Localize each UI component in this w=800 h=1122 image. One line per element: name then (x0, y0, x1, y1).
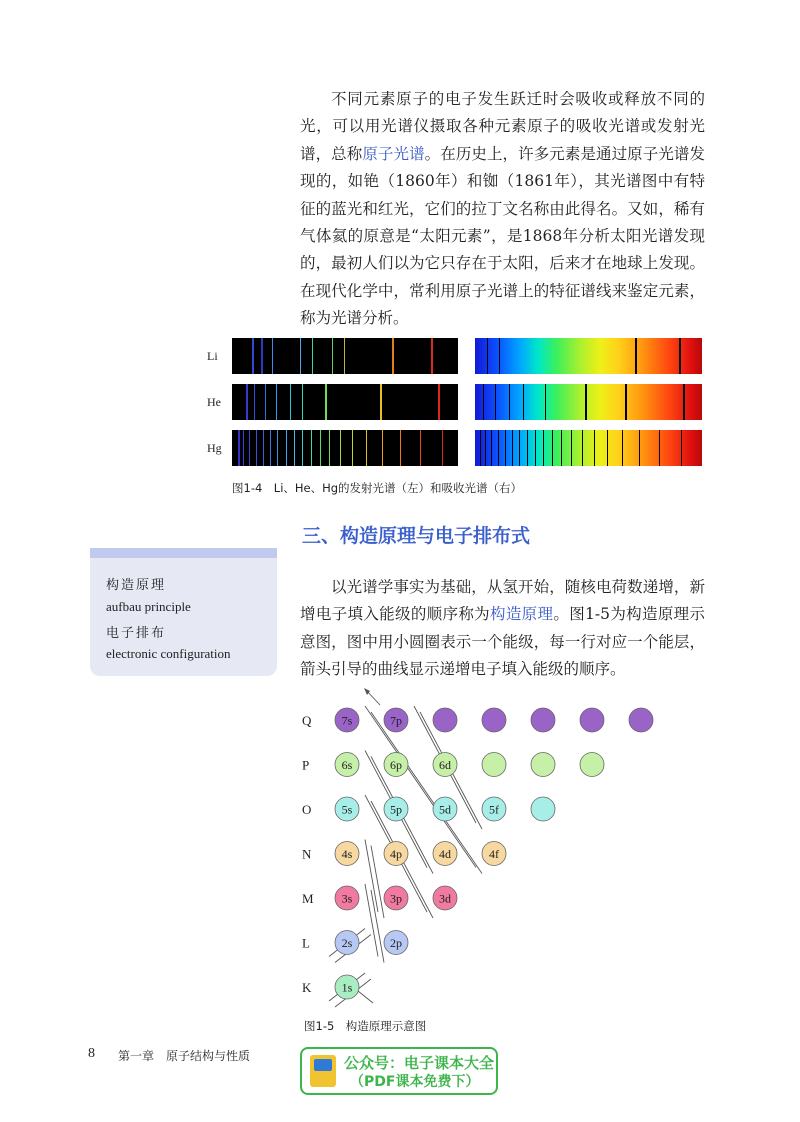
sublevel-label-4p: 4p (390, 847, 402, 861)
section-title: 三、构造原理与电子排布式 (302, 525, 531, 547)
spectra-caption: 图1-4 Li、He、Hg的发射光谱（左）和吸收光谱（右） (232, 481, 523, 495)
sublevel-label-4d: 4d (439, 847, 451, 861)
sublevel-label-7s: 7s (341, 713, 353, 728)
energy-level-circle (531, 753, 555, 777)
glossary-term-zh-1: 构造原理 (106, 578, 167, 593)
sublevel-label-5p: 5p (390, 802, 402, 817)
sublevel-label-2s: 2s (341, 936, 353, 950)
energy-level-circle (482, 753, 506, 777)
shell-label-o: O (302, 802, 312, 817)
sidebar-top-bar (90, 548, 277, 558)
energy-level-circle (531, 708, 555, 732)
spectrum-label-hg: Hg (207, 441, 222, 455)
sublevel-label-7p: 7p (390, 713, 402, 728)
spectrum-label-he: He (207, 395, 221, 409)
chapter-title: 第一章 原子结构与性质 (118, 1049, 251, 1063)
sublevel-label-1s: 1s (341, 980, 353, 995)
watermark-line-2: （PDF课本免费下） (350, 1074, 480, 1090)
shell-label-k: K (302, 980, 312, 995)
aufbau-text-1: 以光谱学事实为基础，从氢开始，随核电荷数递增，新增电子填入能级的顺序称为 (300, 578, 705, 624)
aufbau-caption: 图1-5 构造原理示意图 (304, 1019, 427, 1033)
absorption-spectrum-he (475, 384, 702, 420)
energy-level-circle (629, 708, 653, 732)
sublevel-label-4s: 4s (341, 847, 353, 861)
energy-level-circle (580, 753, 604, 777)
spectrum-label-li: Li (207, 349, 218, 363)
watermark-line-1: 公众号：电子课本大全 (344, 1054, 495, 1072)
glossary-term-en-1: aufbau principle (106, 599, 191, 614)
energy-level-circle (580, 708, 604, 732)
intro-paragraph (300, 86, 705, 333)
shell-label-l: L (302, 935, 310, 951)
glossary-sidebar (90, 548, 277, 676)
sublevel-label-3d: 3d (439, 891, 451, 906)
aufbau-paragraph (300, 574, 705, 684)
intro-text-2: 。在历史上，许多元素是通过原子光谱发现的，如铯（1860年）和铷（1861年），其光谱图中有特征的蓝光和红光，它们的拉丁文名称由此得名。又如，稀有气体氦的原意是“太阳元素”，是1868年分析太阳光谱发现的，最初人们以为它只存在于太阳，后来才在地球上发现。在现代化学中，常利用原子光谱上的特征谱线来鉴定元素，称为光谱分析。 (300, 144, 705, 328)
sublevel-label-6d: 6d (439, 758, 451, 772)
shell-label-p: P (302, 757, 310, 773)
page-number: 8 (88, 1046, 95, 1061)
sublevel-label-5d: 5d (439, 802, 451, 817)
energy-level-circle (482, 708, 506, 732)
energy-level-circle (433, 708, 457, 732)
sublevel-label-3s: 3s (341, 891, 353, 906)
sublevel-label-5s: 5s (341, 802, 353, 817)
sublevel-label-4f: 4f (489, 847, 499, 861)
shell-label-n: N (302, 846, 312, 862)
emission-spectrum-li (232, 338, 458, 374)
sublevel-label-6s: 6s (341, 758, 353, 772)
book-icon (310, 1055, 336, 1087)
aufbau-text-2: 。图1-5为构造原理示意图，图中用小圆圈表示一个能级，每一行对应一个能层，箭头引导的曲线显示递增电子填入能级的顺序。 (300, 605, 705, 679)
sublevel-label-3p: 3p (390, 891, 402, 906)
emission-spectrum-hg (232, 430, 458, 466)
sublevel-label-5f: 5f (489, 802, 499, 817)
absorption-spectrum-hg (475, 430, 702, 466)
term-aufbau-principle: 构造原理 (490, 605, 554, 624)
term-atomic-spectrum: 原子光谱 (362, 144, 425, 163)
shell-label-q: Q (302, 713, 312, 728)
intro-text-1: 不同元素原子的电子发生跃迁时会吸收或释放不同的光，可以用光谱仪摄取各种元素原子的吸收光谱或发射光谱，总称 (300, 90, 705, 163)
sublevel-label-6p: 6p (390, 758, 402, 772)
glossary-term-en-2: electronic configuration (106, 646, 231, 661)
energy-level-circle (531, 797, 555, 821)
aufbau-diagram (290, 685, 690, 1015)
absorption-spectrum-li (475, 338, 702, 374)
watermark-badge (300, 1047, 498, 1095)
shell-label-m: M (302, 891, 314, 906)
sublevel-label-2p: 2p (390, 936, 402, 950)
glossary-term-zh-2: 电子排布 (106, 626, 167, 641)
emission-spectrum-he (232, 384, 458, 420)
